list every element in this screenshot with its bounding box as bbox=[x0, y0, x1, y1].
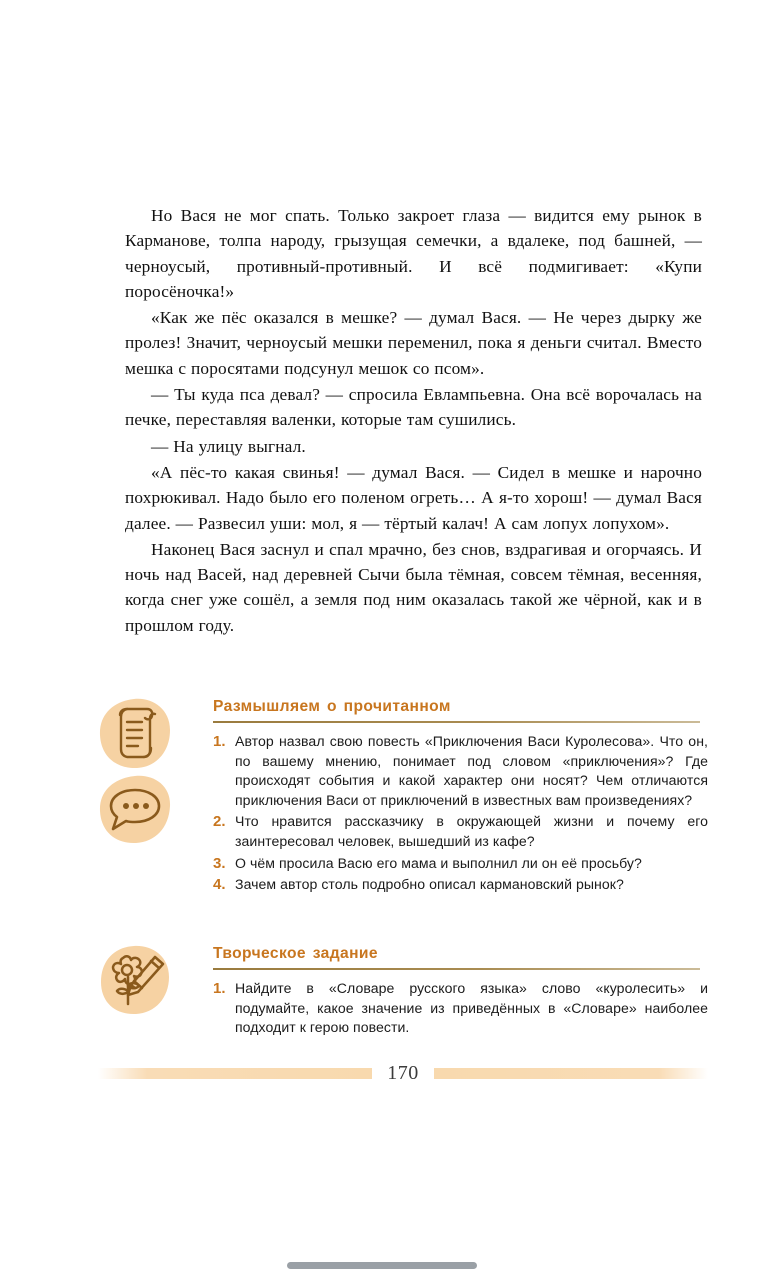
horizontal-scrollbar[interactable] bbox=[287, 1262, 477, 1269]
body-text bbox=[125, 203, 702, 639]
paragraph: — Ты куда пса девал? — спросила Евлампьевна. Она всё ворочалась на печке, переставляя валенки, которые там сушились. bbox=[125, 385, 702, 430]
speech-bubble-icon bbox=[98, 773, 172, 845]
list-item-number: 3. bbox=[213, 854, 226, 872]
list-item-number: 1. bbox=[213, 733, 226, 750]
list-item-number: 1. bbox=[213, 980, 226, 997]
list-item-number: 4. bbox=[213, 876, 226, 894]
rubric-body bbox=[213, 697, 708, 895]
rubric-icon-column bbox=[98, 697, 186, 849]
list-item bbox=[213, 979, 708, 1038]
scroll-icon bbox=[98, 697, 172, 769]
paragraph: Наконец Вася заснул и спал мрачно, без снов, вздрагивая и огорчаясь. И ночь над Васей, над деревней Сычи была тёмная, совсем тёмная, весенняя, когда снег уже сошёл, а земля под ним оказалась такой же чёрной, как и в прошлом году. bbox=[125, 539, 702, 635]
paragraph: «А пёс-то какая свинья! — думал Вася. — Сидел в мешке и нарочно похрюкивал. Надо было его поленом огреть… А я-то хорош! — думал Вася далее. — Развесил уши: мол, я — тёртый калач! А сам лопух лопухом». bbox=[125, 462, 702, 533]
rubric-divider bbox=[213, 721, 700, 723]
rubric-creative-task bbox=[98, 944, 708, 1040]
rubric-icon-column bbox=[98, 944, 186, 1020]
list-item-text: Зачем автор столь подробно описал кармановский рынок? bbox=[235, 876, 624, 893]
rubric-title: Творческое задание bbox=[213, 945, 378, 962]
task-list bbox=[213, 979, 708, 1038]
rubric-questions bbox=[98, 697, 708, 897]
list-item bbox=[213, 854, 708, 874]
list-item-number: 2. bbox=[213, 813, 226, 831]
rubric-divider bbox=[213, 968, 700, 970]
footer-rule-right bbox=[434, 1068, 708, 1079]
question-list bbox=[213, 732, 708, 895]
page-number: 170 bbox=[387, 1061, 419, 1084]
rubric-title: Размышляем о прочитанном bbox=[213, 698, 451, 715]
list-item-text: О чём просила Васю его мама и выполнил ли он её просьбу? bbox=[235, 854, 642, 871]
list-item-text: Что нравится рассказчику в окружающей жизни и почему его заинтересовал человек, вышедший из кафе? bbox=[235, 813, 708, 849]
list-item bbox=[213, 812, 708, 851]
list-item-text: Автор назвал свою повесть «Приключения Васи Куролесова». Что он, по вашему мнению, понимает под словом «приключения»? Где происходят события и какой характер они носят? Чем отличаются приключения Васи от приключений в известных вам произведениях? bbox=[235, 733, 708, 808]
paragraph: Но Вася не мог спать. Только закроет глаза — видится ему рынок в Карманове, толпа народу, грызущая семечки, а вдалеке, под башней, — черноусый, противный-противный. И всё подмигивает: «Купи поросёночка!» bbox=[125, 206, 702, 301]
list-item bbox=[213, 875, 708, 895]
flower-pencil-icon bbox=[98, 944, 172, 1016]
list-item bbox=[213, 732, 708, 810]
list-item-text: Найдите в «Словаре русского языка» слово «куролесить» и подумайте, какое значение из приведённых в «Словаре» наиболее подходит к герою повести. bbox=[235, 980, 708, 1036]
paragraph: «Как же пёс оказался в мешке? — думал Вася. — Не через дырку же пролез! Значит, черноусый мешки переменил, пока я деньги считал. Вместо мешка с поросятами подсунул мешок со псом». bbox=[125, 308, 702, 378]
footer-rule-left bbox=[98, 1068, 372, 1079]
page-footer bbox=[98, 1060, 708, 1086]
rubric-body bbox=[213, 944, 708, 1038]
paragraph: — На улицу выгнал. bbox=[151, 436, 306, 456]
